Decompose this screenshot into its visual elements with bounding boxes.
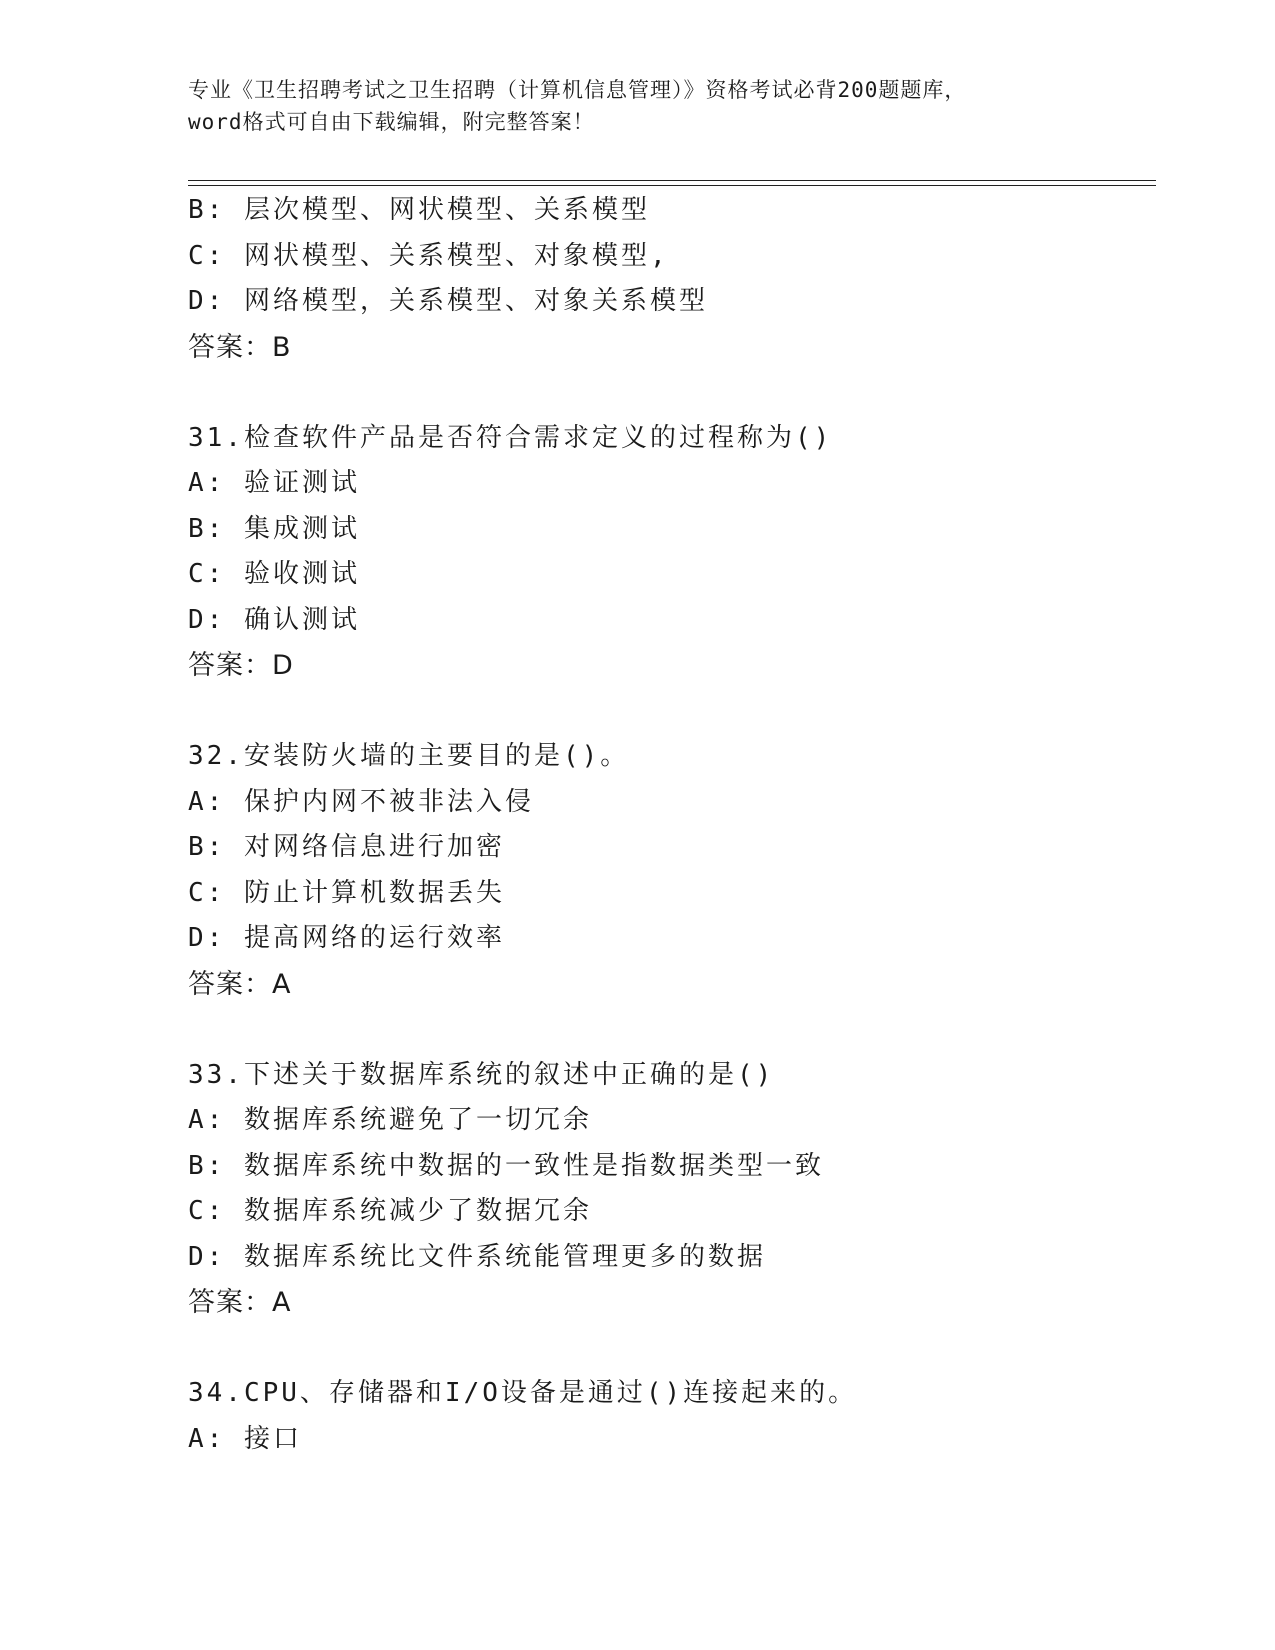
question-34 [188,1371,1148,1462]
option-c: C: 防止计算机数据丢失 [188,877,505,908]
option-b: B: 层次模型、网状模型、关系模型 [188,195,650,225]
option-b: B: 对网络信息进行加密 [188,832,505,862]
answer-label: 答案：A [188,1287,292,1318]
header-divider-bottom [188,185,1156,186]
option-b: B: 数据库系统中数据的一致性是指数据类型一致 [188,1150,824,1181]
option-d: D: 提高网络的运行效率 [188,923,505,953]
question-gap [188,1007,1148,1053]
answer-label: 答案：A [188,968,292,1000]
header-divider-top [188,180,1156,181]
option-c: C: 验收测试 [188,559,360,589]
option-c: C: 数据库系统减少了数据冗余 [188,1196,592,1226]
question-30-continued [188,188,1148,370]
answer-label: 答案：B [188,331,292,363]
question-gap [188,689,1148,735]
question-stem: 33.下述关于数据库系统的叙述中正确的是() [188,1059,775,1090]
question-stem: 32.安装防火墙的主要目的是()。 [188,741,630,771]
option-c: C: 网状模型、关系模型、对象模型, [188,240,669,271]
document-header [188,74,1108,138]
question-stem: 31.检查软件产品是否符合需求定义的过程称为() [188,422,833,453]
question-32 [188,734,1148,1007]
answer-label: 答案：D [188,650,294,681]
question-stem: 34.CPU、存储器和I/O设备是通过()连接起来的。 [188,1378,858,1408]
option-a: A: 数据库系统避免了一切冗余 [188,1105,592,1135]
option-b: B: 集成测试 [188,513,360,544]
question-gap [188,370,1148,416]
option-a: A: 接口 [188,1423,302,1454]
option-d: D: 确认测试 [188,604,360,635]
question-33 [188,1053,1148,1326]
option-d: D: 网络模型，关系模型、对象关系模型 [188,286,708,316]
question-31 [188,416,1148,689]
option-a: A: 验证测试 [188,468,360,498]
question-list [188,188,1148,1462]
option-d: D: 数据库系统比文件系统能管理更多的数据 [188,1241,766,1272]
question-gap [188,1326,1148,1372]
header-title-line-1: 专业《卫生招聘考试之卫生招聘（计算机信息管理）》资格考试必背200题题库， [188,78,967,102]
header-title-line-2: word格式可自由下载编辑，附完整答案！ [188,110,595,134]
option-a: A: 保护内网不被非法入侵 [188,786,534,817]
